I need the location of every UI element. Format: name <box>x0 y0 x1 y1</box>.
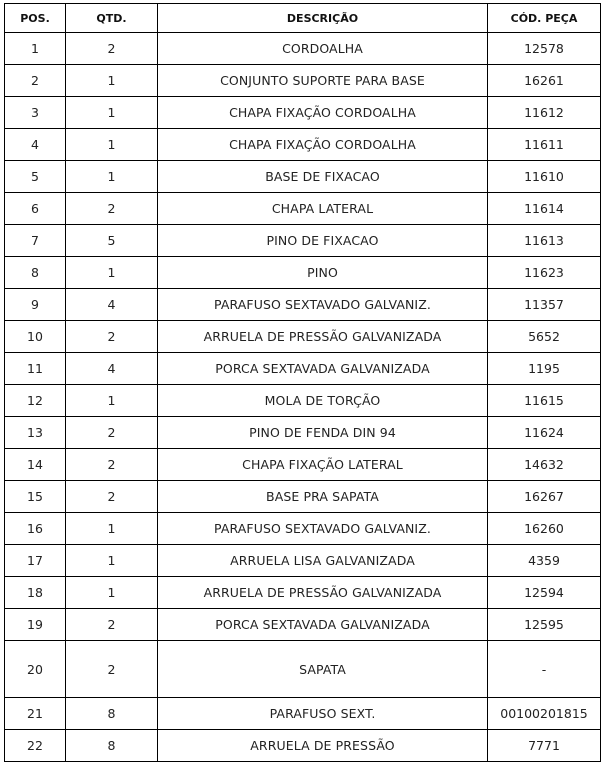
cell-qtd: 1 <box>66 129 158 161</box>
cell-cod-peca: 12594 <box>488 577 601 609</box>
cell-qtd: 4 <box>66 353 158 385</box>
cell-descricao: ARRUELA DE PRESSÃO <box>158 730 488 762</box>
cell-qtd: 4 <box>66 289 158 321</box>
table-row <box>5 97 601 129</box>
table-row <box>5 698 601 730</box>
cell-descricao: PINO DE FIXACAO <box>158 225 488 257</box>
table-row <box>5 193 601 225</box>
cell-pos: 11 <box>5 353 66 385</box>
cell-cod-peca: 16260 <box>488 513 601 545</box>
cell-descricao: CHAPA LATERAL <box>158 193 488 225</box>
cell-pos: 20 <box>5 641 66 698</box>
cell-descricao: ARRUELA DE PRESSÃO GALVANIZADA <box>158 321 488 353</box>
cell-pos: 16 <box>5 513 66 545</box>
table-row <box>5 161 601 193</box>
cell-descricao: CORDOALHA <box>158 33 488 65</box>
cell-pos: 15 <box>5 481 66 513</box>
cell-pos: 22 <box>5 730 66 762</box>
cell-cod-peca: 11611 <box>488 129 601 161</box>
cell-pos: 8 <box>5 257 66 289</box>
cell-qtd: 1 <box>66 65 158 97</box>
cell-cod-peca: 11610 <box>488 161 601 193</box>
table-row <box>5 449 601 481</box>
cell-pos: 10 <box>5 321 66 353</box>
cell-qtd: 1 <box>66 97 158 129</box>
cell-descricao: PINO <box>158 257 488 289</box>
cell-descricao: ARRUELA DE PRESSÃO GALVANIZADA <box>158 577 488 609</box>
cell-cod-peca: 16267 <box>488 481 601 513</box>
table-row <box>5 65 601 97</box>
cell-cod-peca: 00100201815 <box>488 698 601 730</box>
cell-cod-peca: 11623 <box>488 257 601 289</box>
table-row <box>5 33 601 65</box>
cell-pos: 9 <box>5 289 66 321</box>
cell-cod-peca: 16261 <box>488 65 601 97</box>
cell-descricao: PORCA SEXTAVADA GALVANIZADA <box>158 609 488 641</box>
cell-cod-peca: 12578 <box>488 33 601 65</box>
cell-descricao: ARRUELA LISA GALVANIZADA <box>158 545 488 577</box>
cell-descricao: SAPATA <box>158 641 488 698</box>
cell-qtd: 1 <box>66 577 158 609</box>
cell-descricao: PORCA SEXTAVADA GALVANIZADA <box>158 353 488 385</box>
cell-qtd: 1 <box>66 545 158 577</box>
table-row <box>5 609 601 641</box>
table-row <box>5 257 601 289</box>
header-row <box>5 4 601 33</box>
table-row <box>5 513 601 545</box>
cell-qtd: 1 <box>66 257 158 289</box>
cell-qtd: 2 <box>66 641 158 698</box>
header-qtd: QTD. <box>66 4 158 33</box>
cell-cod-peca: 7771 <box>488 730 601 762</box>
cell-descricao: CHAPA FIXAÇÃO CORDOALHA <box>158 129 488 161</box>
header-descricao: DESCRIÇÃO <box>158 4 488 33</box>
table-row <box>5 417 601 449</box>
cell-descricao: PINO DE FENDA DIN 94 <box>158 417 488 449</box>
cell-pos: 13 <box>5 417 66 449</box>
cell-pos: 12 <box>5 385 66 417</box>
cell-cod-peca: - <box>488 641 601 698</box>
cell-qtd: 2 <box>66 609 158 641</box>
table-body <box>5 33 601 762</box>
cell-pos: 17 <box>5 545 66 577</box>
cell-pos: 5 <box>5 161 66 193</box>
cell-pos: 6 <box>5 193 66 225</box>
cell-cod-peca: 14632 <box>488 449 601 481</box>
table-row <box>5 730 601 762</box>
table-row <box>5 641 601 698</box>
cell-qtd: 2 <box>66 321 158 353</box>
cell-cod-peca: 5652 <box>488 321 601 353</box>
table-row <box>5 385 601 417</box>
cell-pos: 1 <box>5 33 66 65</box>
cell-pos: 21 <box>5 698 66 730</box>
cell-qtd: 5 <box>66 225 158 257</box>
cell-qtd: 2 <box>66 417 158 449</box>
cell-qtd: 8 <box>66 730 158 762</box>
cell-qtd: 1 <box>66 161 158 193</box>
cell-cod-peca: 4359 <box>488 545 601 577</box>
cell-pos: 14 <box>5 449 66 481</box>
cell-cod-peca: 1195 <box>488 353 601 385</box>
table-row <box>5 545 601 577</box>
cell-qtd: 1 <box>66 513 158 545</box>
cell-qtd: 2 <box>66 193 158 225</box>
table-row <box>5 129 601 161</box>
cell-descricao: CHAPA FIXAÇÃO LATERAL <box>158 449 488 481</box>
cell-qtd: 2 <box>66 449 158 481</box>
cell-descricao: PARAFUSO SEXTAVADO GALVANIZ. <box>158 289 488 321</box>
cell-cod-peca: 11612 <box>488 97 601 129</box>
cell-qtd: 2 <box>66 33 158 65</box>
header-pos: POS. <box>5 4 66 33</box>
cell-pos: 19 <box>5 609 66 641</box>
cell-cod-peca: 11614 <box>488 193 601 225</box>
parts-table <box>4 3 601 762</box>
cell-descricao: MOLA DE TORÇÃO <box>158 385 488 417</box>
cell-qtd: 8 <box>66 698 158 730</box>
table-row <box>5 289 601 321</box>
cell-pos: 3 <box>5 97 66 129</box>
table-row <box>5 225 601 257</box>
table-row <box>5 481 601 513</box>
cell-pos: 7 <box>5 225 66 257</box>
table-row <box>5 353 601 385</box>
header-cod-peca: CÓD. PEÇA <box>488 4 601 33</box>
cell-descricao: PARAFUSO SEXTAVADO GALVANIZ. <box>158 513 488 545</box>
cell-cod-peca: 11624 <box>488 417 601 449</box>
cell-qtd: 2 <box>66 481 158 513</box>
cell-descricao: PARAFUSO SEXT. <box>158 698 488 730</box>
cell-cod-peca: 11613 <box>488 225 601 257</box>
cell-pos: 2 <box>5 65 66 97</box>
cell-descricao: CHAPA FIXAÇÃO CORDOALHA <box>158 97 488 129</box>
cell-cod-peca: 11615 <box>488 385 601 417</box>
cell-pos: 4 <box>5 129 66 161</box>
cell-descricao: BASE PRA SAPATA <box>158 481 488 513</box>
cell-descricao: CONJUNTO SUPORTE PARA BASE <box>158 65 488 97</box>
cell-qtd: 1 <box>66 385 158 417</box>
table-row <box>5 577 601 609</box>
table-row <box>5 321 601 353</box>
cell-descricao: BASE DE FIXACAO <box>158 161 488 193</box>
cell-pos: 18 <box>5 577 66 609</box>
cell-cod-peca: 12595 <box>488 609 601 641</box>
cell-cod-peca: 11357 <box>488 289 601 321</box>
